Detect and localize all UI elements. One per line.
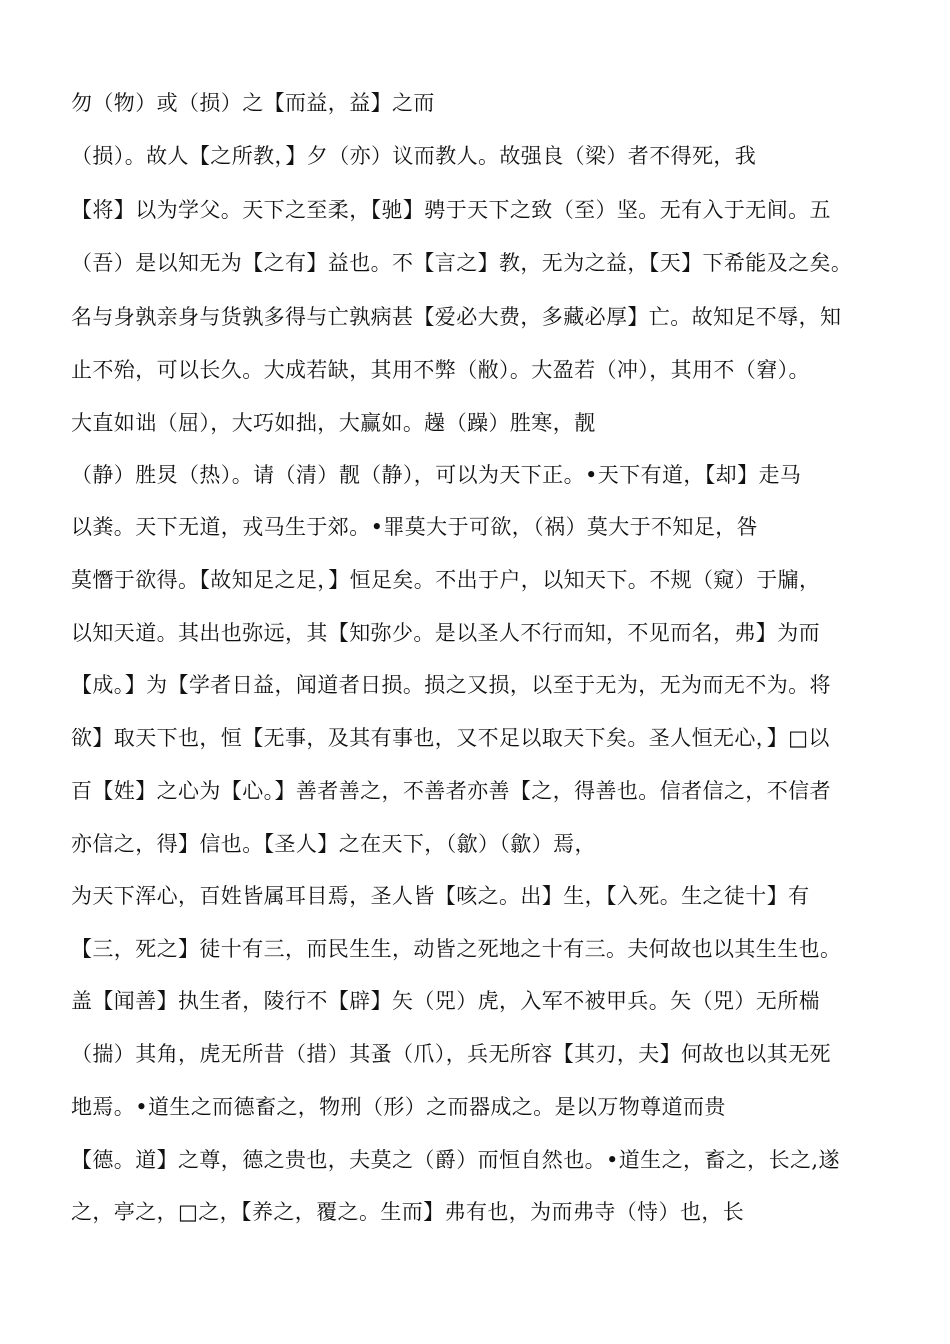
text-line: 大直如诎（屈），大巧如拙，大赢如。趮（躁）胜寒，靓 xyxy=(71,411,596,435)
text-line: 盖【闻善】执生者，陵行不【辟】矢（兕）虎，入军不被甲兵。矢（兕）无所椯 xyxy=(71,989,820,1013)
text-line: （揣）其角，虎无所昔（措）其蚤（爪），兵无所容【其刃，夫】何故也以其无死 xyxy=(71,1042,831,1066)
text-line: 【将】以为学父。天下之至柔，【驰】骋于天下之致（至）坚。无有入于无间。五 xyxy=(71,198,831,222)
text-line: （吾）是以知无为【之有】益也。不【言之】教，无为之益，【天】下希能及之矣。 xyxy=(71,251,853,275)
text-line: （静）胜炅（热）。请（清）靓（静），可以为天下正。•天下有道，【却】走马 xyxy=(71,463,802,487)
text-line: 亦信之，得】信也。【圣人】之在天下，（歙）（歙）焉， xyxy=(71,832,596,856)
text-line: 以知天道。其出也弥远，其【知弥少。是以圣人不行而知，不见而名，弗】为而 xyxy=(71,621,820,645)
text-line: 之，亭之，□之，【养之，覆之。生而】弗有也，为而弗寺（恃）也，长 xyxy=(71,1200,745,1224)
text-line: 欲】取天下也，恒【无事，及其有事也，又不足以取天下矣。圣人恒无心，】□以 xyxy=(71,726,830,750)
text-line: 以粪。天下无道，戎马生于郊。•罪莫大于可欲，（祸）莫大于不知足，咎 xyxy=(71,515,759,539)
text-line: 百【姓】之心为【心。】善者善之，不善者亦善【之，得善也。信者信之，不信者 xyxy=(71,779,831,803)
text-line: 【德。道】之尊，德之贵也，夫莫之（爵）而恒自然也。•道生之，畜之，长之,遂 xyxy=(71,1148,840,1172)
text-line: 莫憯于欲得。【故知足之足，】恒足矣。不出于户，以知天下。不规（窥）于牖， xyxy=(71,568,821,592)
text-line: 【三，死之】徒十有三，而民生生，动皆之死地之十有三。夫何故也以其生生也。 xyxy=(71,937,842,961)
text-line: （损）。故人【之所教，】夕（亦）议而教人。故强良（梁）者不得死，我 xyxy=(71,144,757,168)
text-line: 止不殆，可以长久。大成若缺，其用不弊（敝）。大盈若（冲），其用不（窘）。 xyxy=(71,358,810,382)
text-line: 名与身孰亲身与货孰多得与亡孰病甚【爱必大费，多藏必厚】亡。故知足不辱，知 xyxy=(71,305,842,329)
text-line: 【成。】为【学者日益，闻道者日损。损之又损，以至于无为，无为而无不为。将 xyxy=(71,673,831,697)
text-line: 地焉。•道生之而德畜之，物刑（形）之而器成之。是以万物尊道而贵 xyxy=(71,1095,726,1119)
text-line: 勿（物）或（损）之【而益，益】之而 xyxy=(71,91,435,115)
text-line: 为天下浑心，百姓皆属耳目焉，圣人皆【咳之。出】生，【入死。生之徒十】有 xyxy=(71,884,810,908)
